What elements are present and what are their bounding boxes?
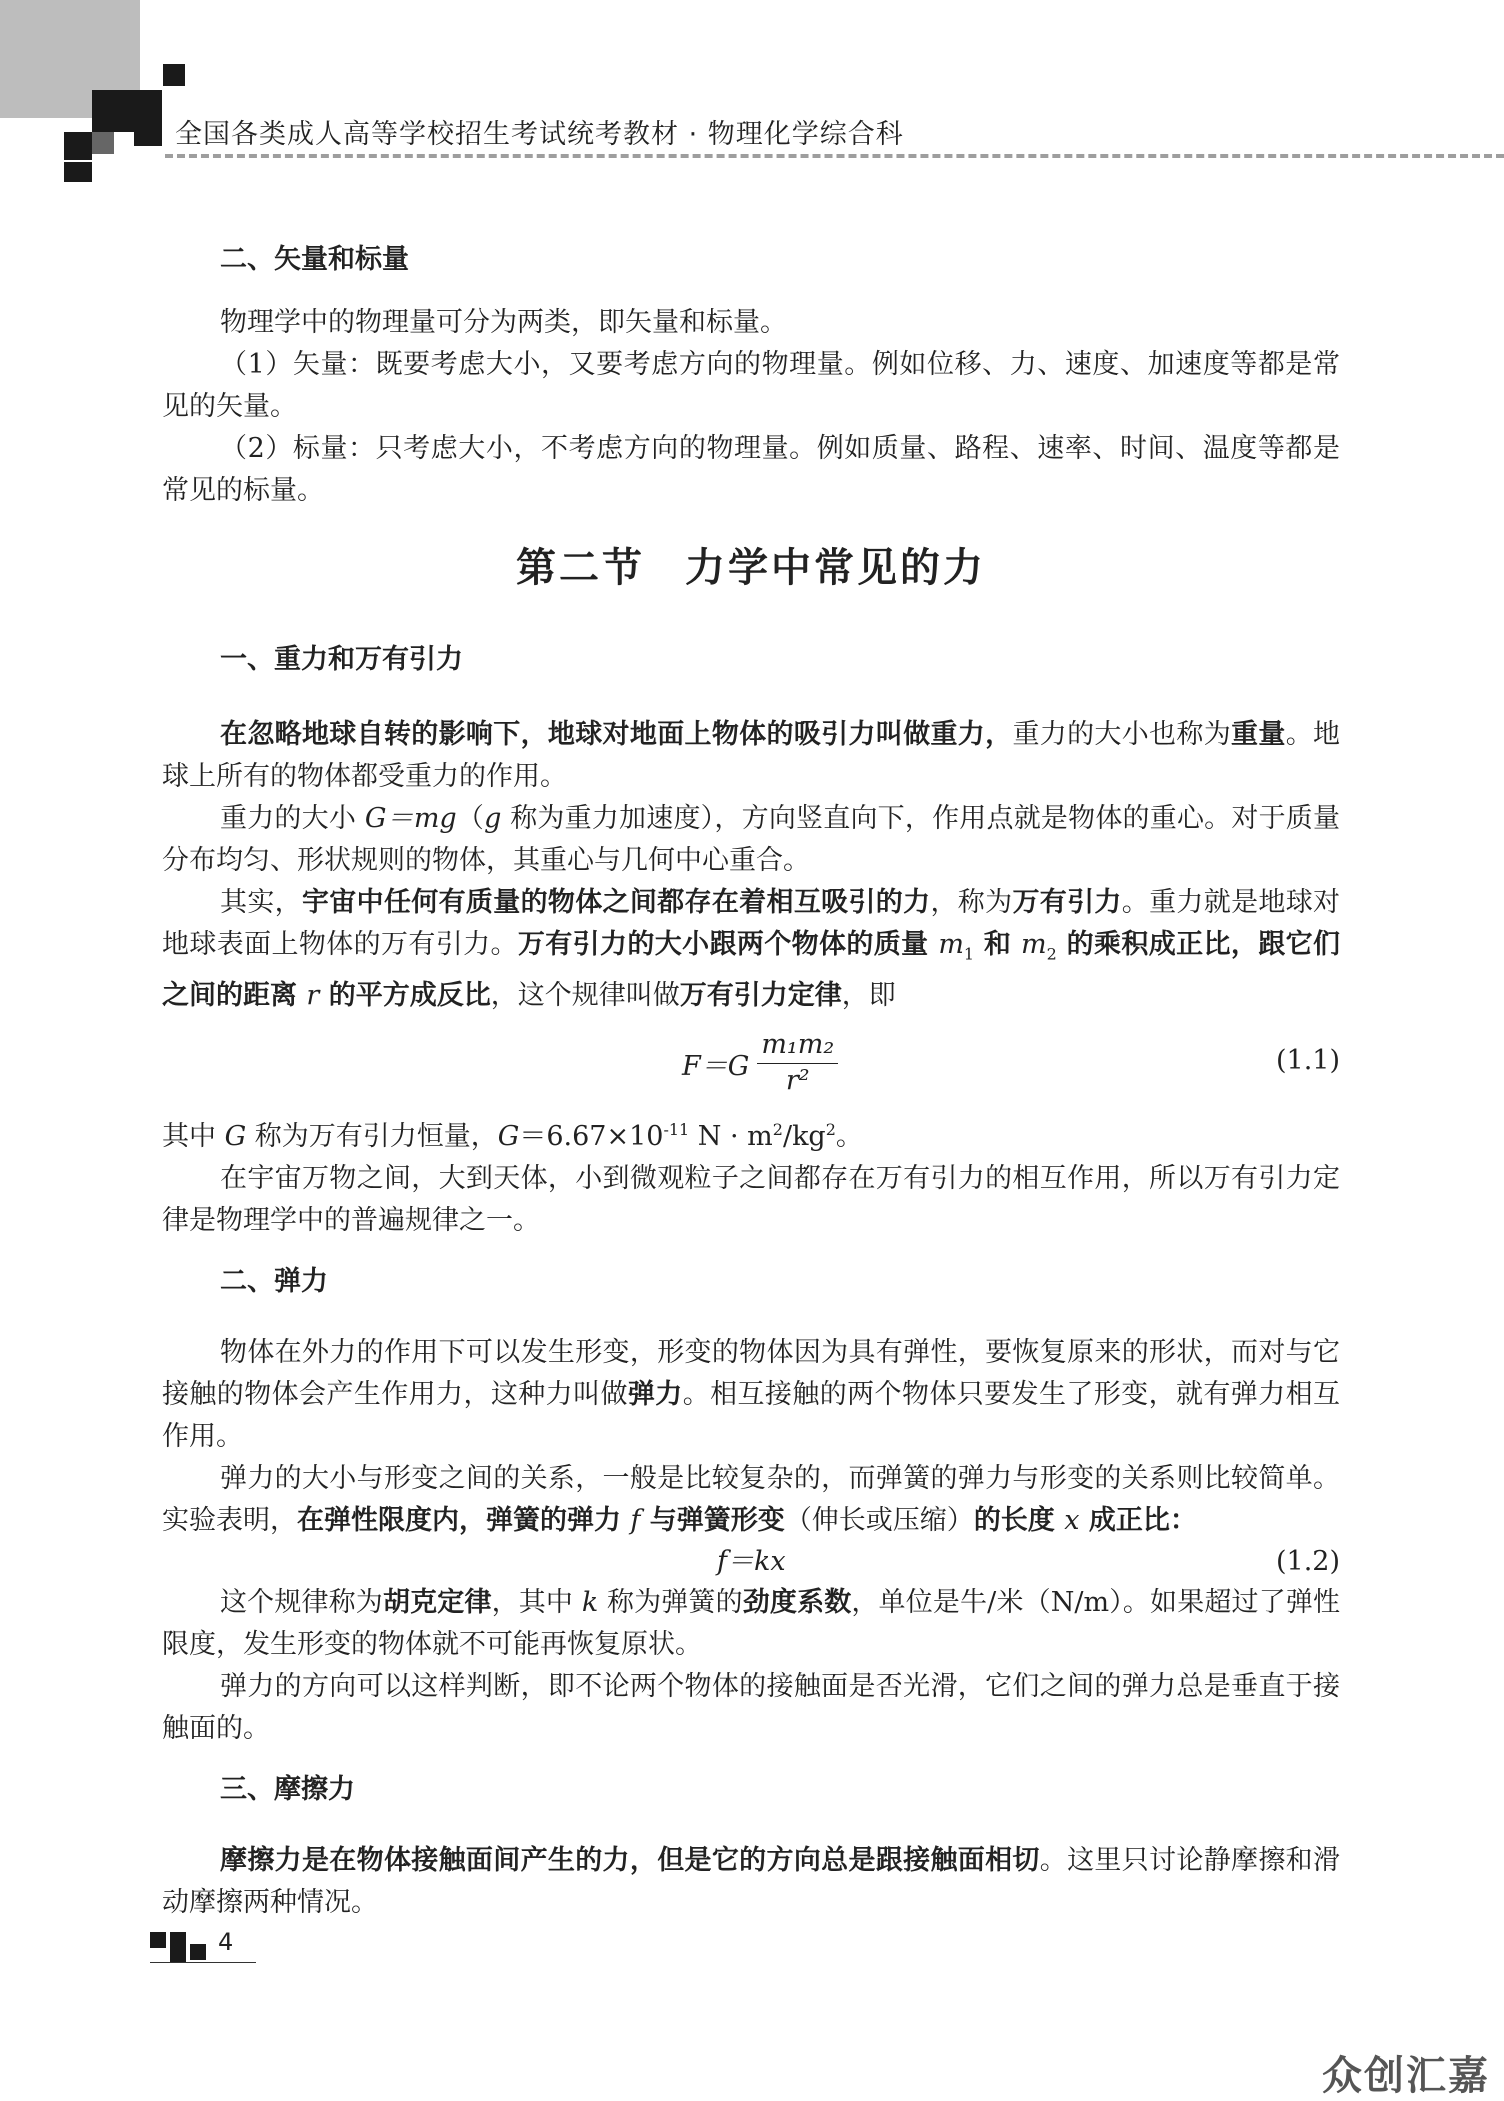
header-square xyxy=(64,132,92,160)
section-heading: 二、弹力 xyxy=(220,1266,328,1298)
equation-number: (1.1) xyxy=(1275,1045,1340,1077)
section-heading: 三、摩擦力 xyxy=(220,1774,355,1806)
header-square xyxy=(163,64,185,86)
footer-square xyxy=(170,1932,186,1948)
page-number: 4 xyxy=(218,1928,234,1956)
equation-denominator: r² xyxy=(785,1064,810,1096)
paragraph: 重力的大小 G＝mg（g 称为重力加速度），方向竖直向下，作用点就是物体的重心。对于质量分布均匀、形状规则的物体，其重心与几何中心重合。 xyxy=(162,803,1340,876)
equation-fraction xyxy=(757,1029,838,1098)
footer-rule xyxy=(150,1962,256,1963)
header-square xyxy=(134,118,162,146)
paragraph: 物理学中的物理量可分为两类，即矢量和标量。 xyxy=(220,307,787,338)
paragraph: 弹力的方向可以这样判断，即不论两个物体的接触面是否光滑，它们之间的弹力总是垂直于接触面的。 xyxy=(162,1671,1340,1745)
paragraph: 在忽略地球自转的影响下，地球对地面上物体的吸引力叫做重力，重力的大小也称为重量。地球上所有的物体都受重力的作用。 xyxy=(162,719,1341,792)
paragraph: 其中 G 称为万有引力恒量，$G=6.67\times 10^{-11}$ $N \cdot m^2/kg^2$。 xyxy=(162,1120,863,1153)
header-square xyxy=(92,90,134,132)
footer-square xyxy=(170,1948,186,1962)
equation-hooke xyxy=(162,1542,1340,1582)
footer-square xyxy=(190,1944,206,1960)
header-square xyxy=(64,162,92,182)
equation-gravitation xyxy=(162,1017,1340,1109)
equation-number: (1.2) xyxy=(1275,1546,1340,1578)
header-square xyxy=(134,90,162,118)
paragraph: 其实，宇宙中任何有质量的物体之间都存在着相互吸引的力，称为万有引力。重力就是地球对地球表面上物体的万有引力。万有引力的大小跟两个物体的质量 $m_1$ 和 $m_2$ 的乘积成正比，跟它们之间的距离 r 的平方成反比，这个规律叫做万有引力定律，即 xyxy=(162,887,1341,1012)
chapter-title: 第二节 力学中常见的力 xyxy=(516,544,986,591)
header-square xyxy=(92,132,114,154)
equation-body: f＝kx xyxy=(717,1546,786,1578)
footer-square xyxy=(150,1932,166,1948)
header-dashed-rule xyxy=(165,154,1504,158)
paragraph: （2）标量：只考虑大小，不考虑方向的物理量。例如质量、路程、速率、时间、温度等都是常见的标量。 xyxy=(162,433,1340,506)
equation-lhs: F＝G xyxy=(682,1050,750,1082)
section-heading: 二、矢量和标量 xyxy=(220,244,409,275)
equation-numerator: m₁m₂ xyxy=(757,1029,838,1064)
paragraph: 在宇宙万物之间，大到天体，小到微观粒子之间都存在万有引力的相互作用，所以万有引力定律是物理学中的普遍规律之一。 xyxy=(162,1163,1340,1237)
paragraph: 弹力的大小与形变之间的关系，一般是比较复杂的，而弹簧的弹力与形变的关系则比较简单。实验表明，在弹性限度内，弹簧的弹力 f 与弹簧形变（伸长或压缩）的长度 x 成正比： xyxy=(162,1463,1340,1537)
page-body xyxy=(162,238,1340,1924)
paragraph: 摩擦力是在物体接触面间产生的力，但是它的方向总是跟接触面相切。这里只讨论静摩擦和滑动摩擦两种情况。 xyxy=(162,1845,1340,1919)
paragraph: （1）矢量：既要考虑大小，又要考虑方向的物理量。例如位移、力、速度、加速度等都是常见的矢量。 xyxy=(162,349,1340,422)
paragraph: 这个规律称为胡克定律，其中 k 称为弹簧的劲度系数，单位是牛/米（N/m）。如果超过了弹性限度，发生形变的物体就不可能再恢复原状。 xyxy=(162,1587,1341,1661)
running-header: 全国各类成人高等学校招生考试统考教材 · 物理化学综合科 xyxy=(175,119,904,150)
paragraph: 物体在外力的作用下可以发生形变，形变的物体因为具有弹性，要恢复原来的形状，而对与它接触的物体会产生作用力，这种力叫做弹力。相互接触的两个物体只要发生了形变，就有弹力相互作用。 xyxy=(162,1337,1341,1453)
section-heading: 一、重力和万有引力 xyxy=(220,644,463,675)
watermark: 众创汇嘉 xyxy=(1322,2053,1490,2099)
